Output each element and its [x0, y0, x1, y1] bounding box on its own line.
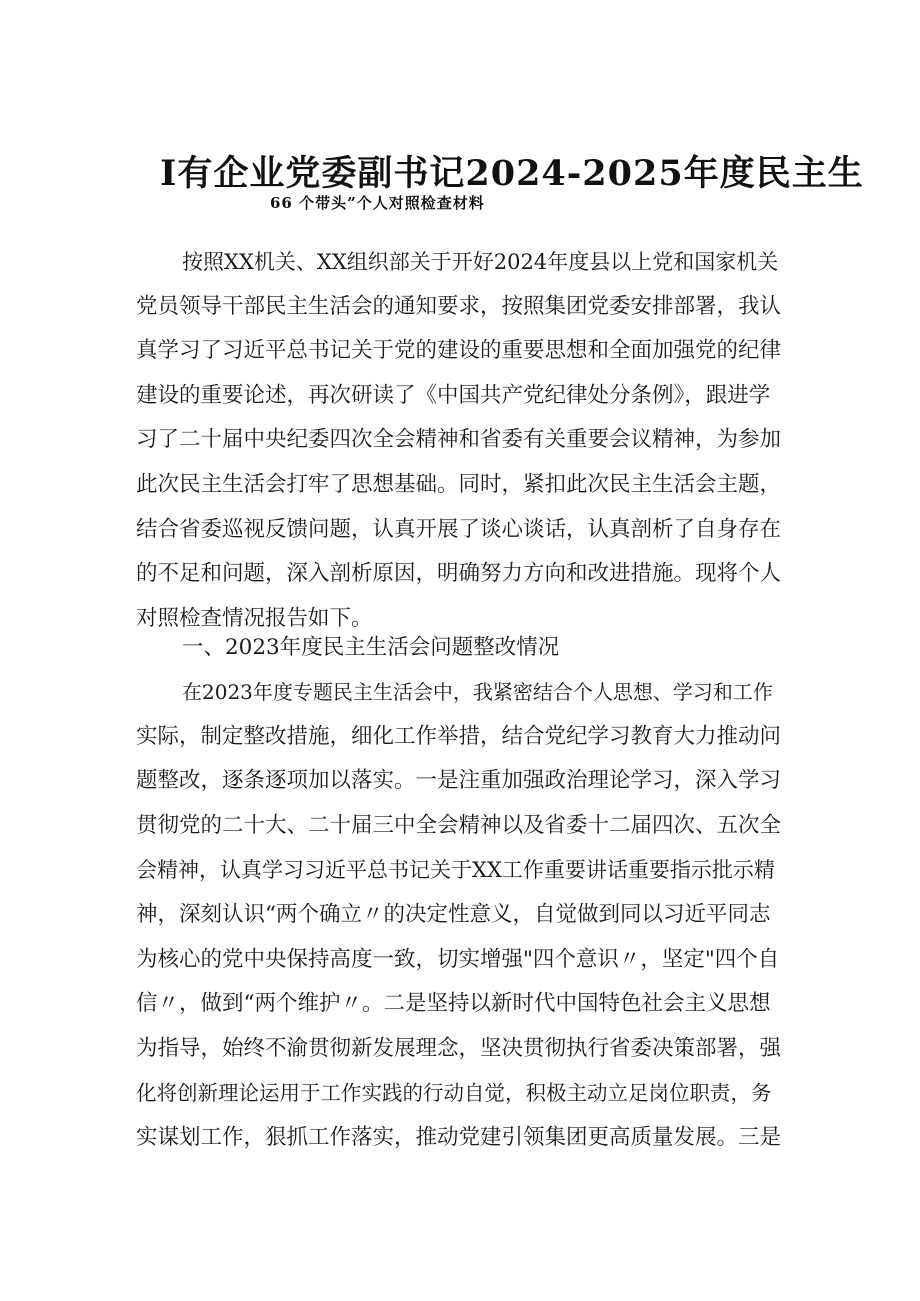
paragraph-line: 会精神，认真学习习近平总书记关于XX工作重要讲话重要指示批示精: [136, 858, 775, 883]
paragraph-line: 党员领导干部民主生活会的通知要求，按照集团党委安排部署，我认: [136, 293, 782, 319]
paragraph-line: 结合省委巡视反馈问题，认真开展了谈心谈话，认真剖析了自身存在: [136, 516, 782, 542]
section-heading: [136, 626, 786, 671]
paragraph-line: 题整改，逐条逐项加以落实。一是注重加强政治理论学习，深入学习: [136, 768, 782, 794]
section-heading-text: 一、2023年度民主生活会问题整改情况: [182, 635, 560, 660]
paragraph-line: 为指导，始终不渝贯彻新发展理念，坚决贯彻执行省委决策部署，强: [136, 1035, 782, 1061]
paragraph-line: 神，深刻认识“两个确立〃的决定性意义，自觉做到同以习近平同志: [136, 901, 771, 927]
paragraph-line: 在2023年度专题民主生活会中，我紧密结合个人思想、学习和工作: [182, 680, 773, 704]
paragraph-line: 贯彻党的二十大、二十届三中全会精神以及省委十二届四次、五次全: [136, 812, 782, 838]
paragraph-line: 信〃，做到“两个维护〃。二是坚持以新时代中国特色社会主义思想: [136, 991, 771, 1017]
paragraph-line: 建设的重要论述，再次研读了《中国共产党纪律处分条例》，跟进学: [136, 382, 771, 408]
paragraph-line: 的不足和问题，深入剖析原因，明确努力方向和改进措施。现将个人: [136, 561, 782, 587]
paragraph-line: 实谋划工作，狠抓工作落实，推动党建引领集团更高质量发展。三是: [136, 1124, 782, 1150]
paragraph-line: 习了二十届中央纪委四次全会精神和省委有关重要会议精神，为参加: [136, 427, 782, 453]
paragraph-line: 为核心的党中央保持高度一致，切实增强"四个意识〃，坚定"四个自: [136, 946, 780, 972]
paragraph-line: 实际，制定整改措施，细化工作举措，结合党纪学习教育大力推动问: [136, 723, 782, 749]
paragraph-line: 此次民主生活会打牢了思想基础。同时，紧扣此次民主生活会主题，: [136, 471, 782, 497]
document-title-line-1: I有企业党委副书记2024-2025年度民主生: [160, 153, 864, 194]
paragraph-line: 对照检查情况报告如下。: [136, 605, 373, 631]
paragraph-line: 按照XX机关、XX组织部关于开好2024年度县以上党和国家机关: [182, 250, 779, 274]
paragraph-line: 化将创新理论运用于工作实践的行动自觉，积极主动立足岗位职责，务: [136, 1081, 772, 1106]
paragraph-intro: [136, 240, 786, 641]
paragraph-line: 真学习了习近平总书记关于党的建设的重要思想和全面加强党的纪律: [136, 338, 782, 364]
document-title-line-2: 66 个带头”个人对照检查材料: [270, 194, 485, 212]
paragraph-rectification: [136, 670, 786, 1161]
